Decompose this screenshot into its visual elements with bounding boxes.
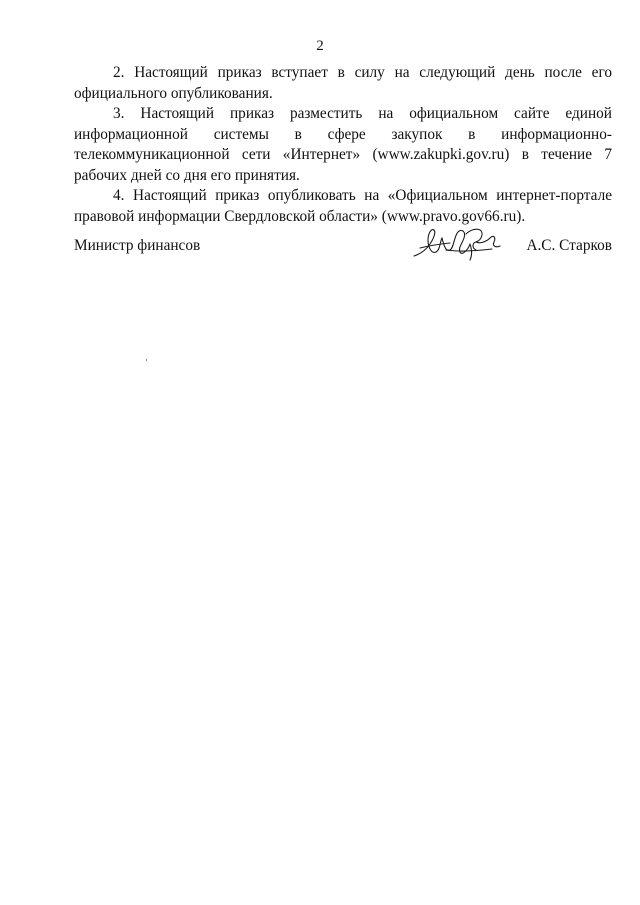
paragraph-publication-eis: 3. Настоящий приказ разместить на официальном сайте единой информационной системы в сфере закупок в информационно-телекоммуникационной сети «Интернет» (www.zakupki.gov.ru) в течение 7 рабочих дней со дня его принятия. <box>74 105 612 184</box>
handwritten-signature <box>410 220 504 262</box>
signatory-position: Министр финансов <box>74 237 201 254</box>
scan-speck <box>146 359 147 361</box>
signatory-name: А.С. Старков <box>526 237 612 254</box>
order-body <box>74 63 612 227</box>
page-number: 2 <box>316 38 324 54</box>
paragraph-publication-portal: 4. Настоящий приказ опубликовать на «Официальном интернет-портале правовой информации Свердловской области» (www.pravo.gov66.ru). <box>74 187 612 225</box>
paragraph-effective-date: 2. Настоящий приказ вступает в силу на следующий день после его официального опубликования. <box>74 64 612 102</box>
